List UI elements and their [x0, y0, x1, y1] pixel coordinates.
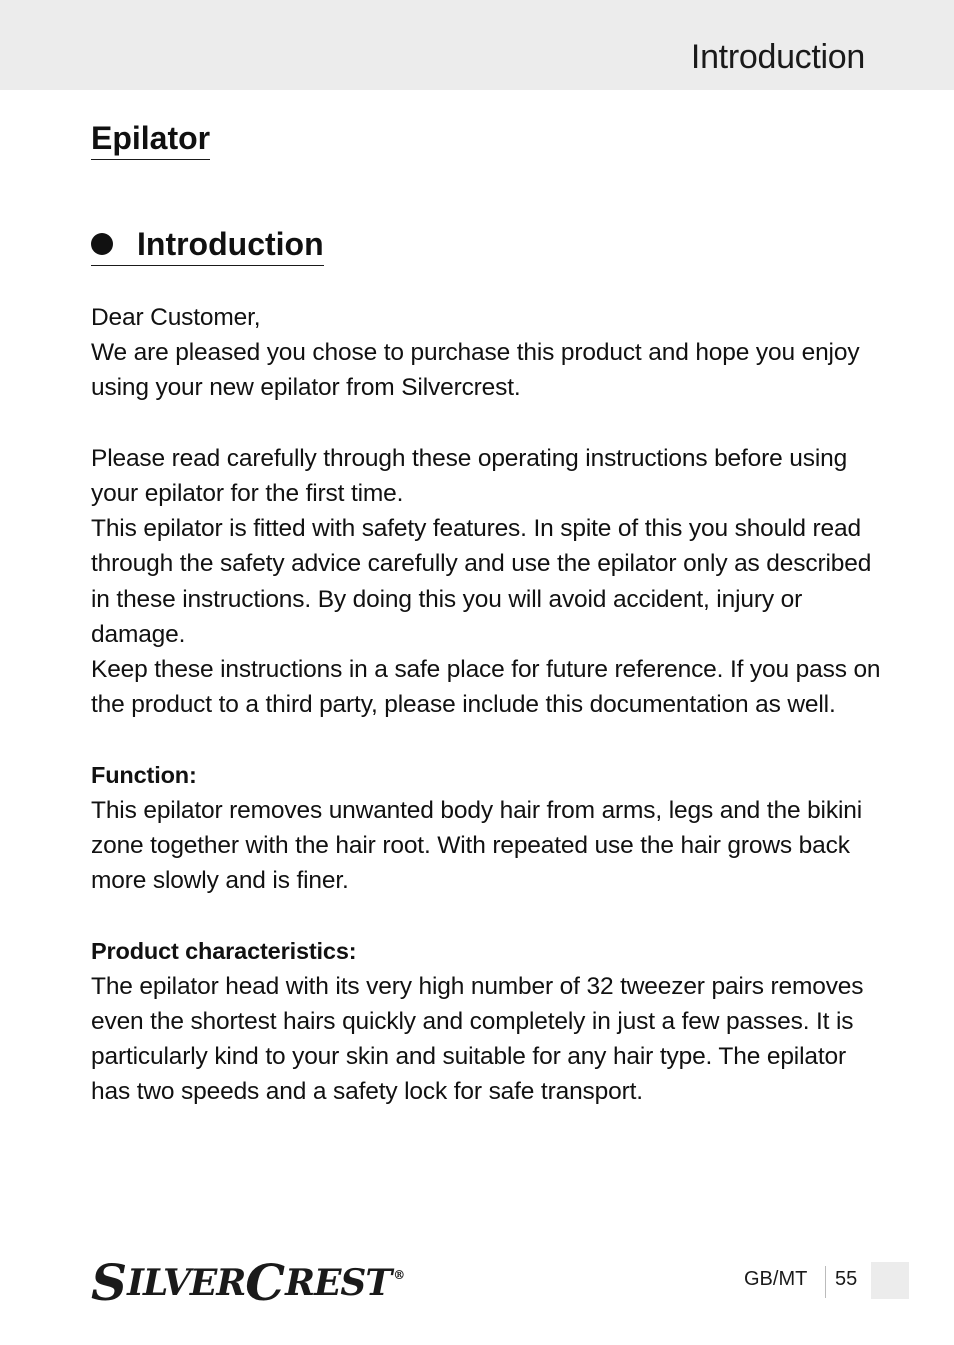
header-section-title: Introduction: [690, 38, 865, 76]
registered-mark: ®: [393, 1268, 406, 1282]
footer-region: GB/MT: [744, 1268, 808, 1290]
function-paragraph: This epilator removes unwanted body hair from arms, legs and the bikini zone together with the hair root. With repeated use the hair grows back more slowly and is finer.: [91, 796, 863, 895]
body-text: [91, 300, 881, 1110]
function-heading: Function:: [91, 761, 197, 788]
footer-divider: [825, 1266, 826, 1298]
paragraph-gap: [91, 406, 881, 441]
read-instructions-paragraph: Please read carefully through these operating instructions before using your epilator for the first time.: [91, 444, 848, 507]
page-tab-marker: [871, 1262, 909, 1299]
silvercrest-logo: S ILVER C REST ®: [91, 1253, 406, 1312]
paragraph-gap: [91, 722, 881, 757]
paragraph-gap: [91, 898, 881, 933]
greeting: Dear Customer,: [91, 304, 261, 331]
document-title: Epilator: [91, 118, 210, 160]
page-number: 55: [835, 1268, 858, 1290]
keep-instructions-paragraph: Keep these instructions in a safe place for future reference. If you pass on the product to a third party, please include this documentation as well.: [91, 656, 881, 719]
bullet-icon: [91, 233, 113, 255]
section-heading-label: Introduction: [137, 226, 324, 262]
characteristics-paragraph: The epilator head with its very high number of 32 tweezer pairs removes even the shortest hairs quickly and completely in just a few passes. It is particularly kind to your skin and suitable for any hair type. The epilator has two speeds and a safety lock for safe transport.: [91, 972, 864, 1106]
safety-paragraph: This epilator is fitted with safety features. In spite of this you should read through the safety advice carefully and use the epilator only as described in these instructions. By doing this you will avoid accident, injury or damage.: [91, 515, 872, 648]
section-heading: [91, 224, 324, 266]
characteristics-heading: Product characteristics:: [91, 937, 357, 964]
intro-paragraph: We are pleased you chose to purchase this product and hope you enjoy using your new epilator from Silvercrest.: [91, 339, 860, 402]
